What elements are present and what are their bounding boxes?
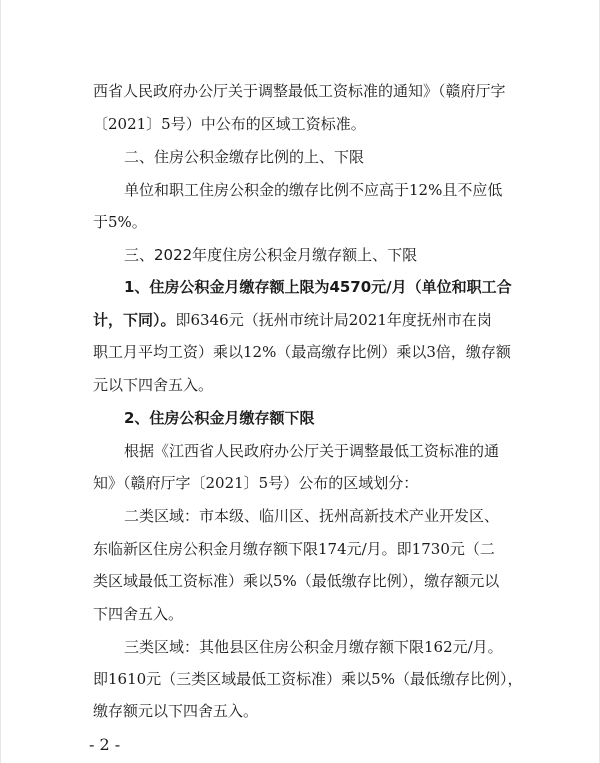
section-heading: 二、住房公积金缴存比例的上、下限 [124, 148, 365, 166]
paragraph-line: 下四舍五入。 [93, 605, 184, 623]
paragraph-line: 〔2021〕5号）中公布的区域工资标准。 [93, 115, 366, 133]
paragraph-line: 即1610元（三类区域最低工资标准）乘以5%（最低缴存比例）， [93, 670, 523, 688]
paragraph-line: 于5%。 [93, 213, 147, 231]
subsection-heading: 1、住房公积金月缴存额上限为4570元/月（单位和职工合 [124, 278, 512, 296]
paragraph-line: 三类区域：其他县区住房公积金月缴存额下限162元/月。 [124, 638, 503, 656]
page-number: - 2 - [89, 735, 121, 754]
paragraph-line: 类区域最低工资标准）乘以5%（最低缴存比例），缴存额元以 [93, 572, 500, 590]
paragraph-text: 即6346元（抚州市统计局2021年度抚州市在岗 [175, 311, 492, 329]
subsection-heading: 2、住房公积金月缴存额下限 [124, 409, 315, 427]
paragraph-line [93, 310, 492, 330]
paragraph-line: 元以下四舍五入。 [93, 376, 214, 394]
paragraph-line: 东临新区住房公积金月缴存额下限174元/月。即1730元（二 [93, 540, 495, 558]
paragraph-line: 二类区域：市本级、临川区、抚州高新技术产业开发区、 [124, 507, 500, 525]
section-heading: 三、2022年度住房公积金月缴存额上、下限 [124, 246, 418, 264]
paragraph-line: 根据《江西省人民政府办公厅关于调整最低工资标准的通 [124, 442, 500, 460]
paragraph-line: 单位和职工住房公积金的缴存比例不应高于12%且不应低 [124, 181, 503, 199]
subsection-heading-cont: 计，下同）。 [93, 311, 176, 329]
paragraph-line: 缴存额元以下四舍五入。 [93, 702, 259, 720]
paragraph-line: 职工月平均工资）乘以12%（最高缴存比例）乘以3倍，缴存额 [93, 343, 511, 361]
paragraph-line: 知》（赣府厅字〔2021〕5号）公布的区域划分： [93, 474, 419, 492]
paragraph-line: 西省人民政府办公厅关于调整最低工资标准的通知》（赣府厅字 [93, 82, 506, 100]
